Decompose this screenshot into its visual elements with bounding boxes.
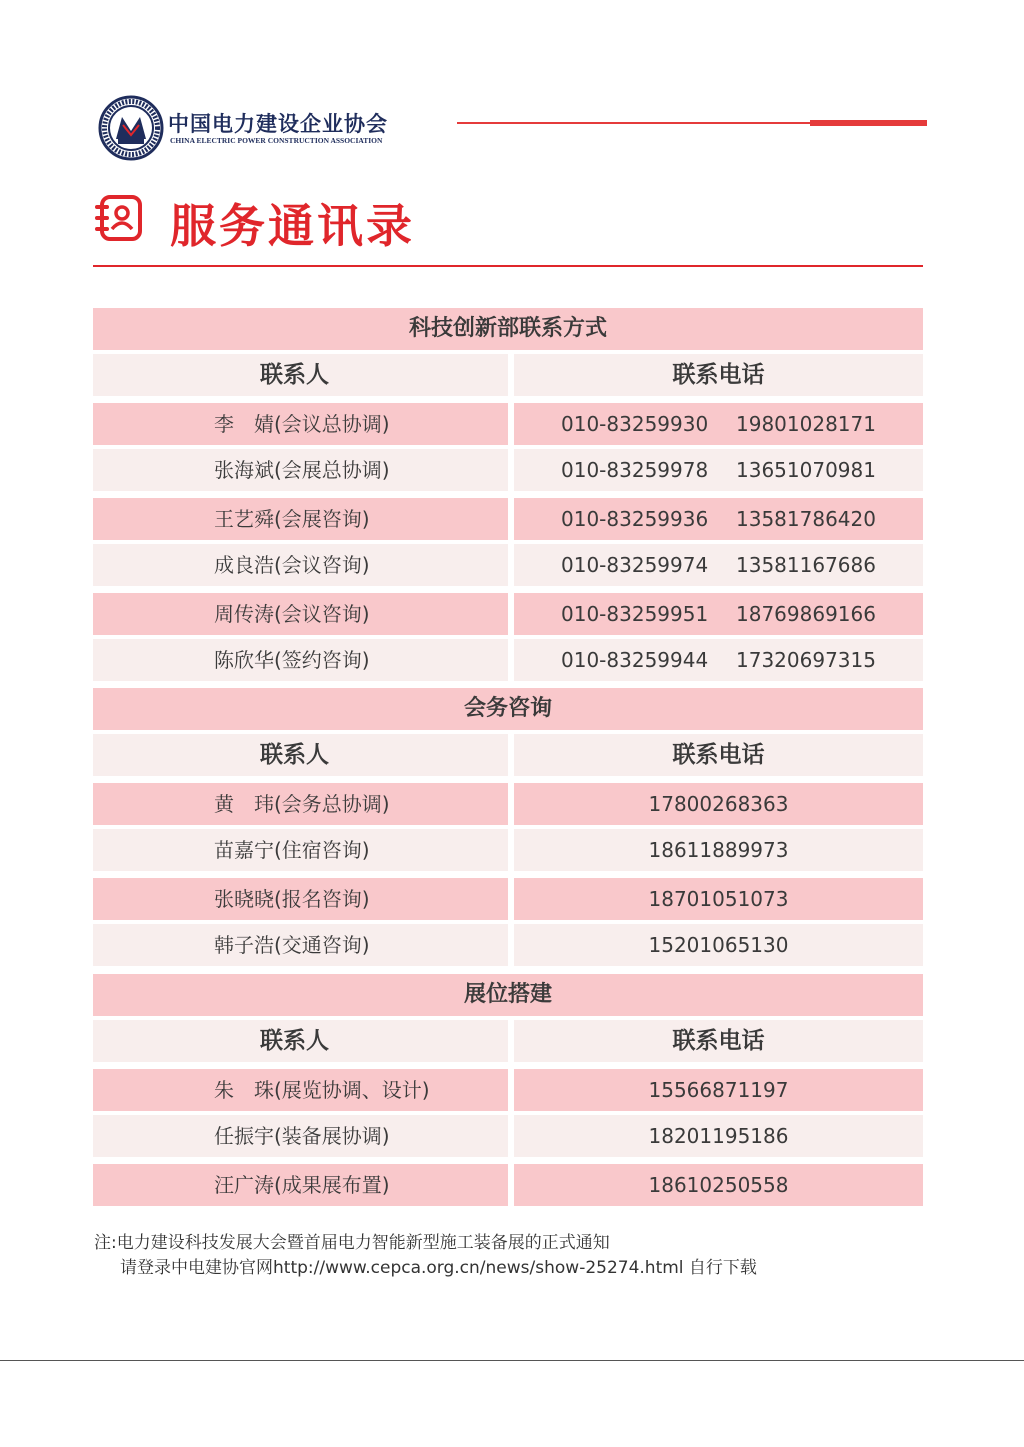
mobile: 17320697315 [736,648,876,672]
contact-phone: 18701051073 [514,878,923,920]
contact-name: 韩子浩(交通咨询) [93,924,508,966]
contact-name: 王艺舜(会展咨询) [93,498,508,540]
contact-phone [514,593,923,635]
contact-name: 汪广涛(成果展布置) [93,1164,508,1206]
landline: 010-83259944 [561,648,709,672]
column-header-contact: 联系人 [93,734,508,776]
contact-phone: 15201065130 [514,924,923,966]
contact-name: 张海斌(会展总协调) [93,449,508,491]
landline: 010-83259936 [561,507,709,531]
landline: 010-83259951 [561,602,709,626]
landline: 010-83259930 [561,412,709,436]
contact-phone [514,544,923,586]
contact-phone: 15566871197 [514,1069,923,1111]
bottom-rule [0,1360,1024,1361]
column-header-phone: 联系电话 [514,354,923,396]
contact-name: 李 婧(会议总协调) [93,403,508,445]
contact-name: 任振宇(装备展协调) [93,1115,508,1157]
footnote-line-2: 请登录中电建协官网http://www.cepca.org.cn/news/show-25274.html 自行下载 [120,1258,757,1278]
contact-name: 苗嘉宁(住宿咨询) [93,829,508,871]
contact-phone: 17800268363 [514,783,923,825]
page-title: 服务通讯录 [170,199,415,253]
section-conference-affairs [93,688,923,970]
contact-phone: 18611889973 [514,829,923,871]
section-title: 展位搭建 [93,974,923,1016]
title-rule [93,265,923,267]
contact-name: 成良浩(会议咨询) [93,544,508,586]
contact-name: 周传涛(会议咨询) [93,593,508,635]
contact-phone [514,498,923,540]
landline: 010-83259978 [561,458,709,482]
contact-phone: 18201195186 [514,1115,923,1157]
contact-name: 张晓晓(报名咨询) [93,878,508,920]
footnote-line-1: 注:电力建设科技发展大会暨首届电力智能新型施工装备展的正式通知 [94,1233,610,1253]
contact-phone [514,403,923,445]
contact-phone [514,449,923,491]
mobile: 13581167686 [736,553,876,577]
contact-name: 陈欣华(签约咨询) [93,639,508,681]
landline: 010-83259974 [561,553,709,577]
address-book-icon [94,193,144,243]
contact-name: 黄 玮(会务总协调) [93,783,508,825]
footnote [94,1231,757,1281]
header-rule-accent [810,120,927,126]
column-header-phone: 联系电话 [514,1020,923,1062]
column-header-phone: 联系电话 [514,734,923,776]
org-name-en: CHINA ELECTRIC POWER CONSTRUCTION ASSOCIATION [170,136,383,145]
contact-name: 朱 珠(展览协调、设计) [93,1069,508,1111]
column-header-contact: 联系人 [93,1020,508,1062]
section-tech-innovation [93,308,923,685]
contact-phone [514,639,923,681]
mobile: 19801028171 [736,412,876,436]
section-title: 会务咨询 [93,688,923,730]
section-booth-construction [93,974,923,1210]
mobile: 13651070981 [736,458,876,482]
org-name-cn: 中国电力建设企业协会 [168,112,388,136]
column-header-contact: 联系人 [93,354,508,396]
section-title: 科技创新部联系方式 [93,308,923,350]
mobile: 18769869166 [736,602,876,626]
mobile: 13581786420 [736,507,876,531]
contact-phone: 18610250558 [514,1164,923,1206]
cepca-logo [98,95,164,161]
